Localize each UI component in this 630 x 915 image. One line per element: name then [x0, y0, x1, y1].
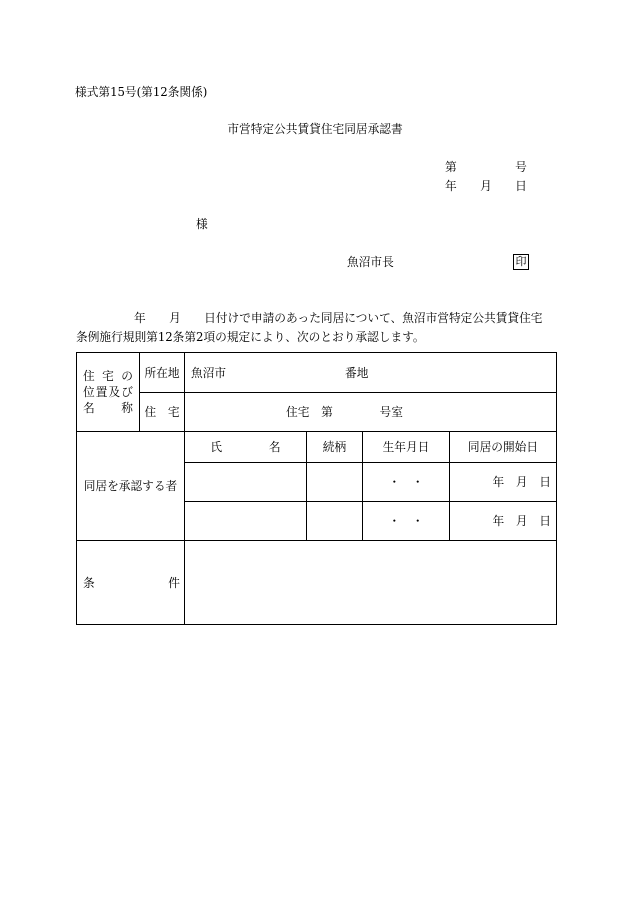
col-header-name: 氏 名	[185, 432, 307, 463]
location-city: 魚沼市	[191, 365, 227, 380]
conditions-label-cell	[77, 541, 185, 625]
col-header-birthdate: 生年月日	[363, 432, 450, 463]
form-number: 様式第15号(第12条関係)	[75, 85, 208, 99]
col-header-relationship: 続柄	[307, 432, 363, 463]
issue-date: 年 月 日	[445, 179, 527, 193]
location-suffix: 番地	[345, 365, 369, 380]
cohabitant-label: 同居を承認する者	[77, 432, 185, 541]
location-value-cell	[185, 353, 557, 393]
housing-row	[77, 393, 557, 432]
birthdate-cell: ・ ・	[363, 502, 450, 541]
approval-table	[76, 352, 557, 625]
name-cell	[185, 463, 307, 502]
start-date-cell: 年 月 日	[450, 463, 557, 502]
location-label: 所在地	[140, 353, 185, 393]
birthdate-cell: ・ ・	[363, 463, 450, 502]
housing-label-line: 名 称	[83, 401, 133, 415]
body-line-2: 条例施行規則第12条第2項の規定により、次のとおり承認します。	[76, 330, 425, 344]
body-line-1: 年 月 日付けで申請のあった同居について、魚沼市営特定公共賃貸住宅	[134, 311, 543, 325]
document-title: 市営特定公共賃貸住宅同居承認書	[227, 122, 403, 136]
relationship-cell	[307, 463, 363, 502]
seal-mark: 印	[513, 254, 529, 270]
conditions-value	[185, 541, 557, 625]
relationship-cell	[307, 502, 363, 541]
cohabitant-header-row	[77, 432, 557, 463]
location-row	[77, 353, 557, 393]
housing-label-cell	[77, 353, 140, 432]
housing-label-line: 住 宅 の	[83, 369, 133, 383]
col-header-start-date: 同居の開始日	[450, 432, 557, 463]
conditions-label: 条 件	[83, 575, 180, 590]
addressee-suffix: 様	[196, 217, 208, 231]
housing-sub-label: 住 宅	[140, 393, 185, 432]
housing-label-line: 位置及び	[83, 385, 133, 399]
issuer-name: 魚沼市長	[347, 255, 394, 269]
start-date-cell: 年 月 日	[450, 502, 557, 541]
conditions-row	[77, 541, 557, 625]
housing-value: 住宅 第 号室	[185, 393, 557, 432]
document-number: 第 号	[445, 160, 527, 174]
name-cell	[185, 502, 307, 541]
